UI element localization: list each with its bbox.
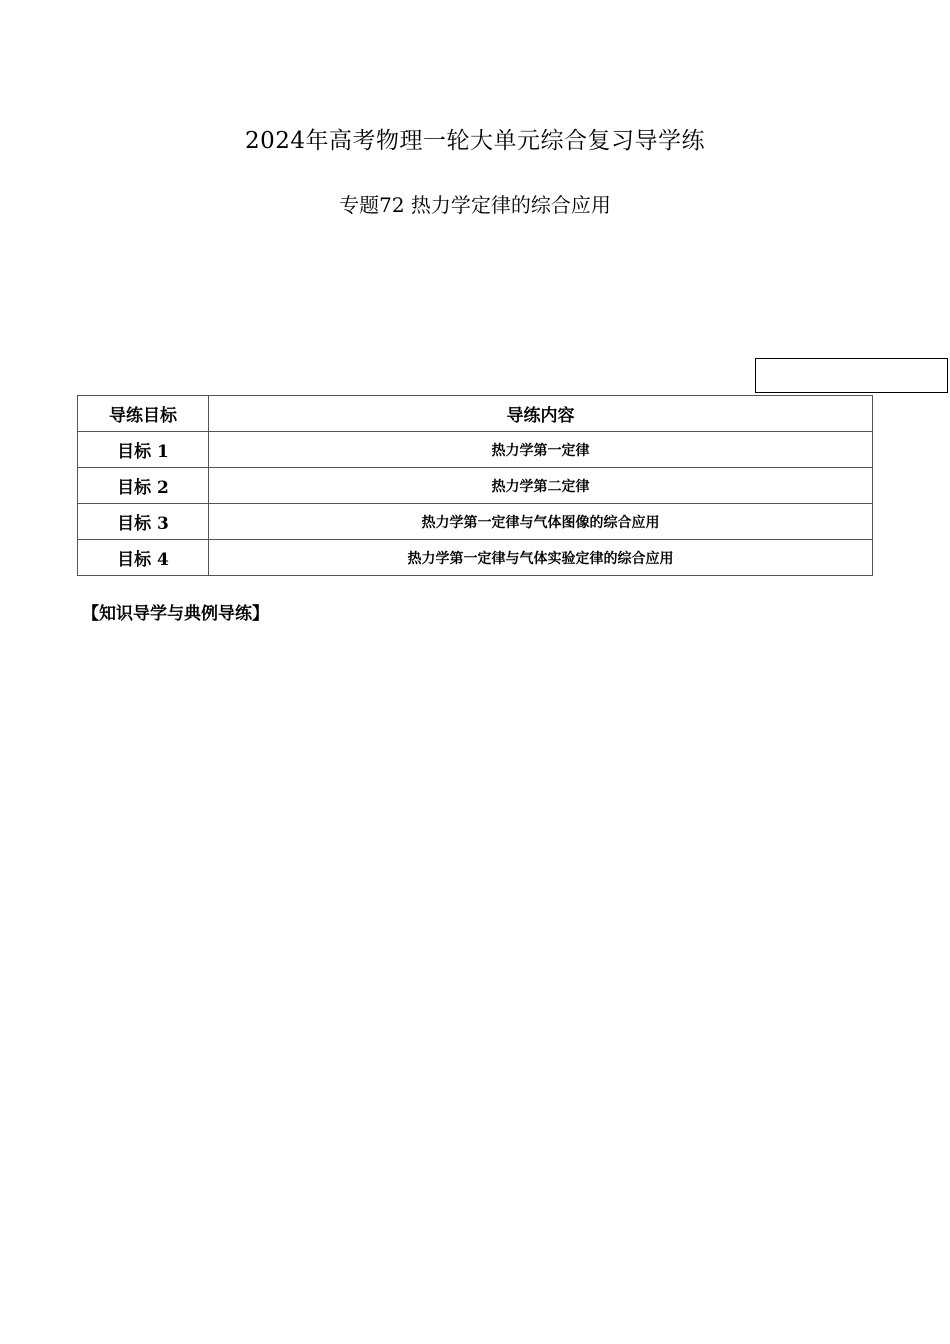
document-subtitle: 专题72 热力学定律的综合应用: [339, 193, 611, 217]
header-content: 导练内容: [209, 396, 873, 432]
content-cell: 热力学第二定律: [209, 468, 873, 504]
goal-cell: 目标 2: [78, 468, 209, 504]
table-row: [78, 504, 873, 540]
document-title: 2024年高考物理一轮大单元综合复习导学练: [244, 128, 706, 154]
content-cell: 热力学第一定律: [209, 432, 873, 468]
goal-cell: 目标 1: [78, 432, 209, 468]
table-row: [78, 468, 873, 504]
goal-table: [77, 395, 873, 576]
blank-box: [755, 358, 948, 393]
header-goal: 导练目标: [78, 396, 209, 432]
content-cell: 热力学第一定律与气体实验定律的综合应用: [209, 540, 873, 576]
table-row: [78, 432, 873, 468]
table-header-row: [78, 396, 873, 432]
goal-cell: 目标 3: [78, 504, 209, 540]
table-row: [78, 540, 873, 576]
goal-cell: 目标 4: [78, 540, 209, 576]
section-heading: 【知识导学与典例导练】: [82, 604, 269, 624]
content-cell: 热力学第一定律与气体图像的综合应用: [209, 504, 873, 540]
